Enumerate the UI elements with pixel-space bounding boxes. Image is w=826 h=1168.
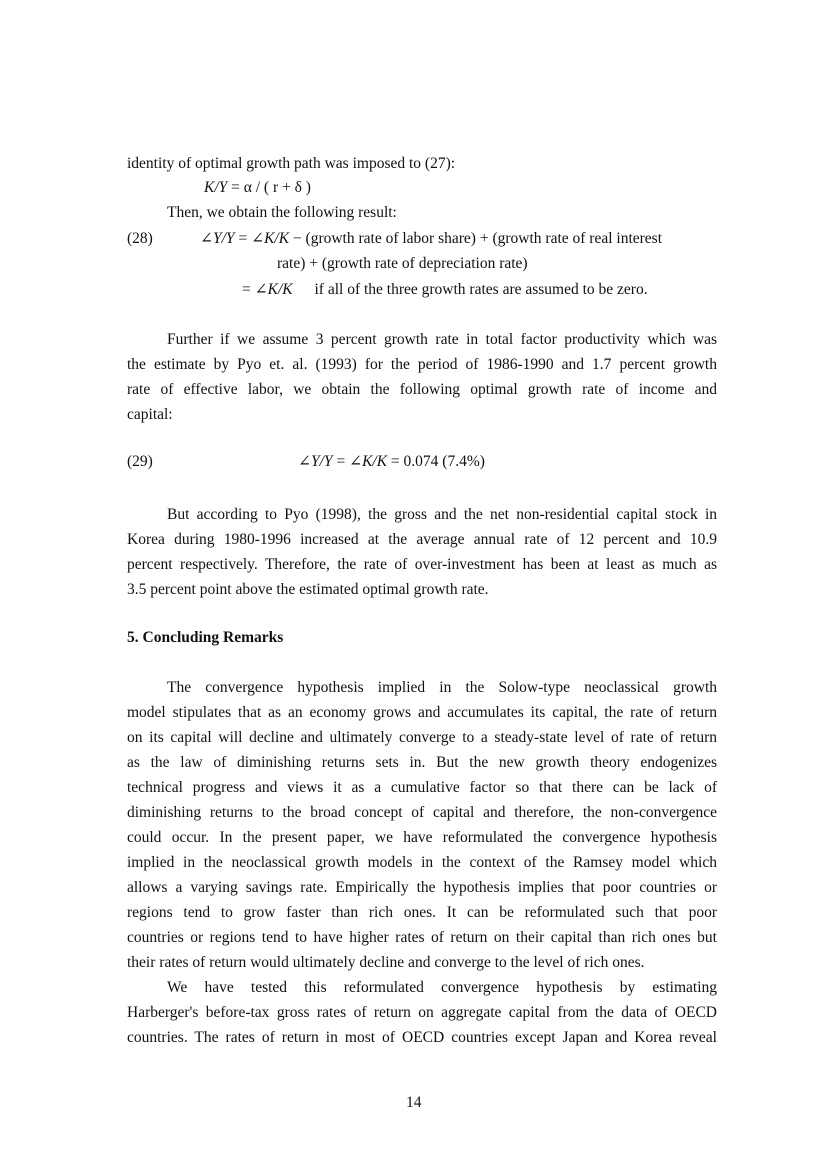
equation-28-line3 (242, 282, 648, 298)
equation-28-line2: rate) + (growth rate of depreciation rate) (277, 255, 528, 272)
paragraph-line: capital: (127, 406, 173, 423)
delta-symbol: ∠ (349, 453, 363, 470)
paragraph-line: the estimate by Pyo et. al. (1993) for the period of 1986-1990 and 1.7 percent growth (127, 356, 717, 373)
paragraph-line: their rates of return would ultimately decline and converge to the level of rich ones. (127, 954, 645, 971)
paragraph-line: as the law of diminishing returns sets in. But the new growth theory endogenizes (127, 754, 717, 771)
delta-symbol: ∠ (298, 453, 311, 470)
paragraph-line: Further if we assume 3 percent growth rate in total factor productivity which was (167, 331, 717, 348)
paragraph-line: But according to Pyo (1998), the gross and the net non-residential capital stock in (167, 506, 717, 523)
paragraph-line: diminishing returns to the broad concept of capital and therefore, the non-convergence (127, 804, 717, 821)
paragraph-line: countries or regions tend to have higher rates of return on their capital than rich ones but (127, 929, 717, 946)
eq29-term1: Y/Y (311, 453, 333, 470)
equation-number-29: (29) (127, 453, 153, 470)
paragraph-line: regions tend to grow faster than rich ones. It can be reformulated such that poor (127, 904, 717, 921)
eq29-term2: K/K (362, 453, 388, 470)
paragraph-line: rate of effective labor, we obtain the following optimal growth rate of income and (127, 381, 717, 398)
paragraph-line: on its capital will decline and ultimately converge to a steady-state level of rate of return (127, 729, 717, 746)
eq28-term2: K/K (264, 230, 290, 247)
delta-symbol: ∠ (254, 281, 268, 298)
equation-28-line1 (200, 231, 662, 247)
equation-number-28: (28) (127, 230, 153, 247)
eq29-value: = 0.074 (7.4%) (387, 453, 485, 470)
page-number: 14 (406, 1094, 422, 1111)
formula-lhs: K/Y (204, 179, 228, 196)
paragraph-line: could occur. In the present paper, we have reformulated the convergence hypothesis (127, 829, 717, 846)
paragraph-line: 3.5 percent point above the estimated optimal growth rate. (127, 581, 489, 598)
eq28-term1: Y/Y (213, 230, 235, 247)
equation-29 (298, 454, 485, 470)
paragraph-line: We have tested this reformulated convergence hypothesis by estimating (167, 979, 717, 996)
eq29-equals: = (332, 453, 350, 470)
paragraph-line: countries. The rates of return in most of OECD countries except Japan and Korea reveal (127, 1029, 717, 1046)
delta-symbol: ∠ (251, 230, 265, 247)
paragraph-line: technical progress and views it as a cumulative factor so that there can be lack of (127, 779, 717, 796)
paragraph-line: model stipulates that as an economy grows and accumulates its capital, the rate of return (127, 704, 717, 721)
formula-ky (204, 180, 311, 196)
paragraph-line: allows a varying savings rate. Empirically the hypothesis implies that poor countries or (127, 879, 717, 896)
body-text-line: identity of optimal growth path was imposed to (27): (127, 155, 456, 172)
eq28-term3: K/K (267, 281, 293, 298)
paragraph-line: The convergence hypothesis implied in the Solow-type neoclassical growth (167, 679, 717, 696)
paragraph-line: Harberger's before-tax gross rates of return on aggregate capital from the data of OECD (127, 1004, 717, 1021)
delta-symbol: ∠ (200, 230, 213, 247)
body-text-line: Then, we obtain the following result: (167, 204, 397, 221)
paragraph-line: Korea during 1980-1996 increased at the average annual rate of 12 percent and 10.9 (127, 531, 717, 548)
formula-rhs: = α / ( r + δ ) (231, 179, 311, 196)
eq28-condition: if all of the three growth rates are assumed to be zero. (314, 281, 648, 298)
paragraph-line: implied in the neoclassical growth models in the context of the Ramsey model which (127, 854, 717, 871)
eq28-rest: − (growth rate of labor share) + (growth rate of real interest (289, 230, 663, 247)
section-heading: 5. Concluding Remarks (127, 629, 284, 646)
eq28-equals-2: = (242, 281, 255, 298)
paragraph-line: percent respectively. Therefore, the rate of over-investment has been at least as much as (127, 556, 717, 573)
eq28-equals: = (234, 230, 252, 247)
